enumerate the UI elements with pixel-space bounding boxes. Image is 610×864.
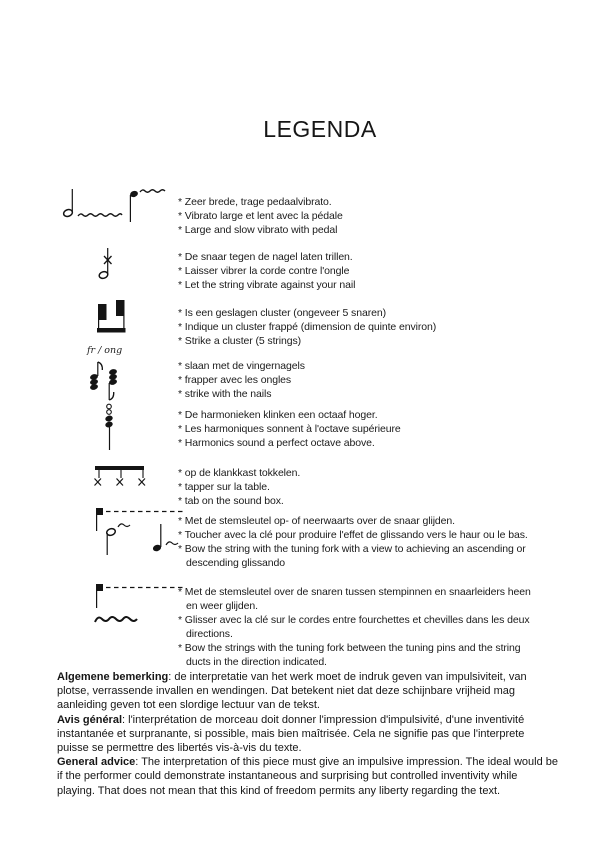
legend-entry-cluster — [178, 306, 436, 348]
legend-line: * frapper avec les ongles — [178, 374, 292, 386]
legend-line: * Les harmoniques sonnent à l'octave supérieure — [178, 423, 401, 435]
fr-ong-caption: fr / ong — [87, 345, 123, 356]
legend-line: * Toucher avec la clé pour produire l'effet de glissando vers le haur ou le bas. — [178, 529, 528, 541]
legend-line: * Vibrato large et lent avec la pédale — [178, 210, 343, 222]
legend-line: * tapper sur la table. — [178, 481, 270, 493]
remark-english-label: General advice — [57, 756, 136, 769]
legend-line: * Is een geslagen cluster (ongeveer 5 snaren) — [178, 307, 386, 319]
tap-soundbox-notes-icon — [94, 465, 146, 489]
page-title: LEGENDA — [263, 116, 377, 142]
legend-line: * Harmonics sound a perfect octave above. — [178, 437, 375, 449]
legend-entry-harmonics — [178, 408, 401, 450]
legend-entry-pedal-vibrato — [178, 195, 343, 237]
legend-line: * slaan met de vingernagels — [178, 360, 305, 372]
legend-line: * Glisser avec la clé sur le cordes entre fourchettes et chevilles dans les deux — [178, 614, 530, 626]
remark-dutch-label: Algemene bemerking — [57, 671, 169, 683]
legend-line: * Let the string vibrate against your nail — [178, 279, 356, 291]
remark-english — [57, 755, 558, 798]
legend-line: * Zeer brede, trage pedaalvibrato. — [178, 196, 332, 208]
fingernail-clusters-icon — [84, 360, 140, 406]
remark-french-text: : l'interprétation de morceau doit donner l'impression d'impulsivité, d'une inventivité instantanée et surpranante, si possible, mais bien maîtrisée. Cela ne signifie pas que l'interprete puisse se permettre des libertés vis-à-vis du texte. — [57, 713, 525, 755]
remark-dutch-text: : de interpretatie van het werk moet de indruk geven van impulsiviteit, van plotse, verrassende invallen en wendingen. Dat betekent niet dat deze schijnbare vrijheid mag aanleiding geven tot een slordige lectuur van de tekst. — [57, 671, 527, 712]
legend-entry-between-pins — [178, 585, 531, 669]
legend-line: * Large and slow vibrato with pedal — [178, 224, 338, 236]
legend-entry-glissando — [178, 514, 528, 570]
remark-french — [57, 713, 558, 756]
legend-line: * De harmonieken klinken een octaaf hoger. — [178, 409, 378, 421]
remark-french-label: Avis général — [57, 713, 123, 726]
legend-line: * De snaar tegen de nagel laten trillen. — [178, 251, 353, 263]
legend-line: * strike with the nails — [178, 388, 272, 400]
general-remarks — [57, 670, 558, 798]
legend-line: directions. — [186, 628, 233, 640]
legend-line: * Met de stemsleutel over de snaren tussen stempinnen en snaarleiders heen — [178, 586, 531, 598]
legend-line: * Indique un cluster frappé (dimension de quinte environ) — [178, 321, 437, 333]
legend-line: * Bow the string with the tuning fork with a view to achieving an ascending or — [178, 543, 526, 555]
legend-line: * tab on the sound box. — [178, 495, 284, 507]
legend-line: * Strike a cluster (5 strings) — [178, 335, 302, 347]
legend-entry-soundbox — [178, 466, 300, 508]
legend-entry-nails — [178, 359, 305, 401]
remark-dutch — [57, 670, 558, 713]
legend-line: descending glissando — [186, 557, 285, 569]
legend-line: * Bow the strings with the tuning fork between the tuning pins and the string — [178, 642, 521, 654]
pedal-vibrato-notes-icon — [58, 185, 170, 229]
legend-entry-nail — [178, 250, 355, 292]
legend-line: * Met de stemsleutel op- of neerwaarts over de snaar glijden. — [178, 515, 455, 527]
string-against-nail-note-icon — [96, 246, 118, 284]
legend-line: * Laisser vibrer la corde contre l'ongle — [178, 265, 350, 277]
remark-english-text: : The interpretation of this piece must give an impulsive impression. The ideal would be if the performer could demonstrate instantaneous and surprising but controlled inventivity while playing. That does not mean that this kind of freedom permits any liberty regarding the text. — [57, 756, 558, 797]
legend-line: en weer glijden. — [186, 600, 258, 612]
legend-line: * op de klankkast tokkelen. — [178, 467, 301, 479]
struck-cluster-icon — [96, 298, 130, 336]
harmonics-note-icon — [100, 402, 120, 452]
legend-line: ducts in the direction indicated. — [186, 656, 327, 668]
